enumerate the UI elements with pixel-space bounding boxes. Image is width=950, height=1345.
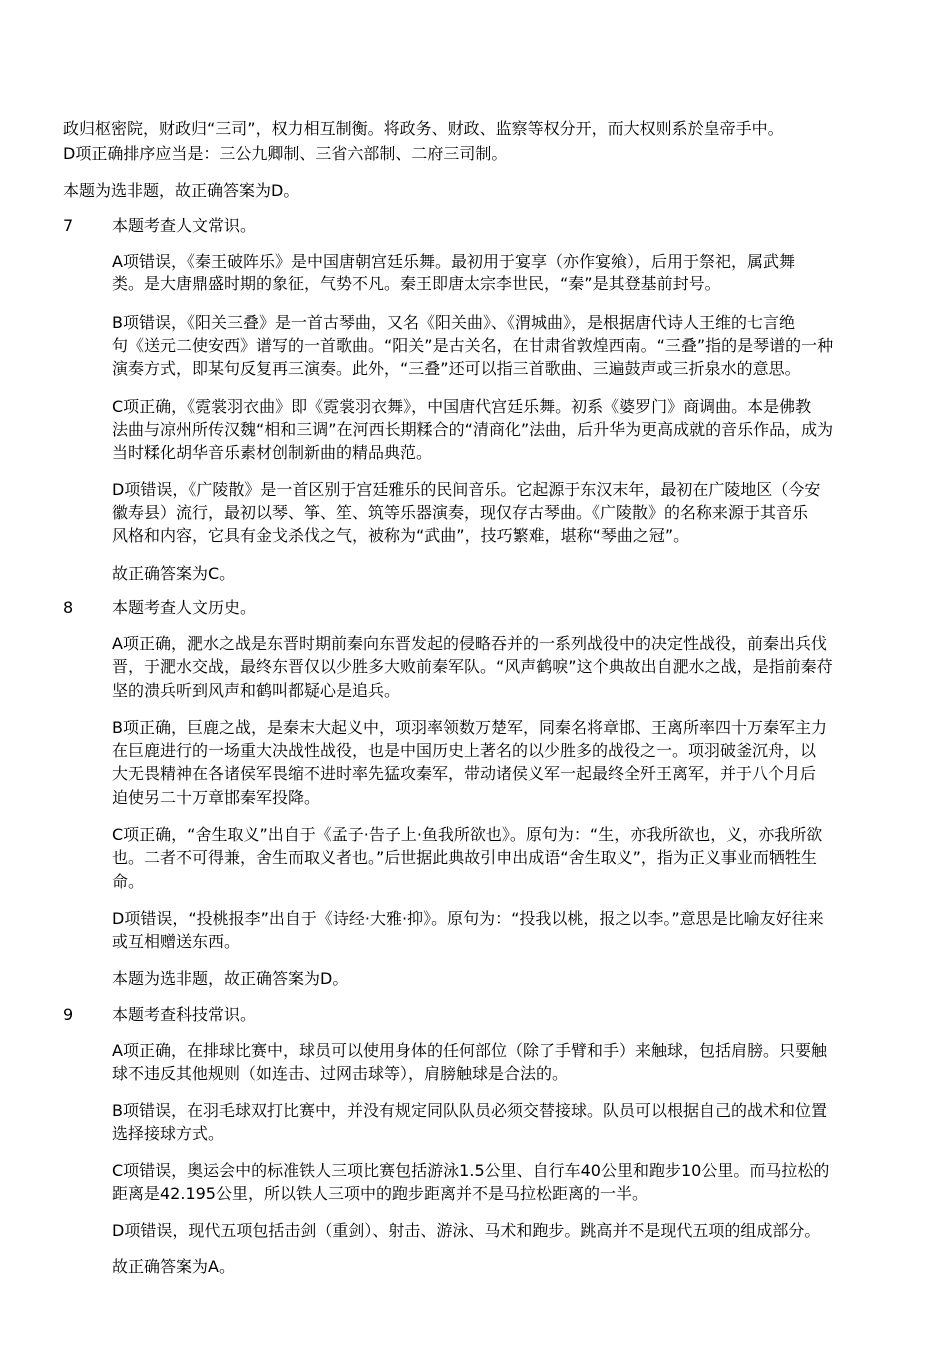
question-number: 7 <box>63 216 74 235</box>
option-line: 迫使另二十万章邯秦军投降。 <box>112 788 321 807</box>
question-topic: 本题考查人文历史。 <box>112 598 257 617</box>
question-answer: 本题为选非题，故正确答案为D。 <box>112 969 349 988</box>
intro-line: D项正确排序应当是：三公九卿制、三省六部制、二府三司制。 <box>63 144 508 163</box>
option-line: 或互相赠送东西。 <box>112 932 241 951</box>
option-line: D项错误，《广陵散》是一首区别于宫廷雅乐的民间音乐。它起源于东汉末年，最初在广陵地区（今安 <box>112 480 821 499</box>
option-line: D项错误，“投桃报李”出自于《诗经·大雅·抑》。原句为：“投我以桃，报之以李。”意思是比喻友好往来 <box>112 909 824 928</box>
question-answer: 故正确答案为C。 <box>112 564 236 583</box>
option-line: A项错误，《秦王破阵乐》是中国唐朝宫廷乐舞。最初用于宴享（亦作宴飨），后用于祭祀，属武舞 <box>112 252 795 271</box>
question-answer: 故正确答案为A。 <box>112 1257 235 1276</box>
question-number: 9 <box>63 1005 74 1024</box>
option-line: A项正确，在排球比赛中，球员可以使用身体的任何部位（除了手臂和手）来触球，包括肩膀。只要触 <box>112 1041 827 1060</box>
option-line: 距离是42.195公里，所以铁人三项中的跑步距离并不是马拉松距离的一半。 <box>112 1184 648 1203</box>
option-line: 选择接球方式。 <box>112 1124 225 1143</box>
option-line: 当时糅化胡华音乐素材创制新曲的精品典范。 <box>112 443 433 462</box>
question-topic: 本题考查科技常识。 <box>112 1005 257 1024</box>
option-line: 类。是大唐鼎盛时期的象征，气势不凡。秦王即唐太宗李世民，“秦”是其登基前封号。 <box>112 274 721 293</box>
option-line: 坚的溃兵听到风声和鹤叫都疑心是追兵。 <box>112 681 401 700</box>
option-line: 徽寿县）流行，最初以琴、筝、笙、筑等乐器演奏，现仅存古琴曲。《广陵散》的名称来源于其音乐 <box>112 503 809 522</box>
option-line: D项错误，现代五项包括击剑（重剑）、射击、游泳、马术和跑步。跳高并不是现代五项的组成部分。 <box>112 1221 821 1240</box>
option-line: 命。 <box>112 872 145 891</box>
option-line: B项错误，《阳关三叠》是一首古琴曲，又名《阳关曲》、《渭城曲》，是根据唐代诗人王维的七言绝 <box>112 313 795 332</box>
option-line: 句《送元二使安西》谱写的一首歌曲。“阳关”是古关名，在甘肃省敦煌西南。“三叠”指的是琴谱的一种 <box>112 336 834 355</box>
option-line: C项错误，奥运会中的标准铁人三项比赛包括游泳1.5公里、自行车40公里和跑步10公里。而马拉松的 <box>112 1161 830 1180</box>
option-line: 风格和内容，它具有金戈杀伐之气，被称为“武曲”，技巧繁难，堪称“琴曲之冠”。 <box>112 526 690 545</box>
option-line: 球不违反其他规则（如连击、过网击球等），肩膀触球是合法的。 <box>112 1064 569 1083</box>
option-line: C项正确，《霓裳羽衣曲》即《霓裳羽衣舞》，中国唐代宫廷乐舞。初系《婆罗门》商调曲。本是佛教 <box>112 397 812 416</box>
option-line: 大无畏精神在各诸侯军畏缩不进时率先猛攻秦军，带动诸侯义军一起最终全歼王离军，并于八个月后 <box>112 764 817 783</box>
option-line: 晋，于淝水交战，最终东晋仅以少胜多大败前秦军队。“风声鹤唳”这个典故出自淝水之战，是指前秦苻 <box>112 657 833 676</box>
option-line: 在巨鹿进行的一场重大决战性战役，也是中国历史上著名的以少胜多的战役之一。项羽破釜沉舟，以 <box>112 741 817 760</box>
option-line: B项正确，巨鹿之战，是秦末大起义中，项羽率领数万楚军，同秦名将章邯、王离所率四十万秦军主力 <box>112 718 827 737</box>
option-line: 也。二者不可得兼，舍生而取义者也。”后世据此典故引申出成语“舍生取义”，指为正义事业而牺牲生 <box>112 848 817 867</box>
option-line: A项正确，淝水之战是东晋时期前秦向东晋发起的侵略吞并的一系列战役中的决定性战役，前秦出兵伐 <box>112 634 827 653</box>
option-line: B项错误，在羽毛球双打比赛中，并没有规定同队队员必须交替接球。队员可以根据自己的战术和位置 <box>112 1101 827 1120</box>
question-topic: 本题考查人文常识。 <box>112 216 257 235</box>
option-line: 法曲与凉州所传汉魏“相和三调”在河西长期糅合的“清商化”法曲，后升华为更高成就的音乐作品，成为 <box>112 420 834 439</box>
intro-answer: 本题为选非题，故正确答案为D。 <box>63 181 300 200</box>
question-number: 8 <box>63 598 74 617</box>
option-line: C项正确，“舍生取义”出自于《孟子·告子上·鱼我所欲也》。原句为：“生，亦我所欲也，义，亦我所欲 <box>112 825 823 844</box>
option-line: 演奏方式，即某句反复再三演奏。此外，“三叠”还可以指三首歌曲、三遍鼓声或三折泉水的意思。 <box>112 359 801 378</box>
intro-line: 政归枢密院，财政归“三司”，权力相互制衡。将政务、财政、监察等权分开，而大权则系於皇帝手中。 <box>63 119 784 138</box>
